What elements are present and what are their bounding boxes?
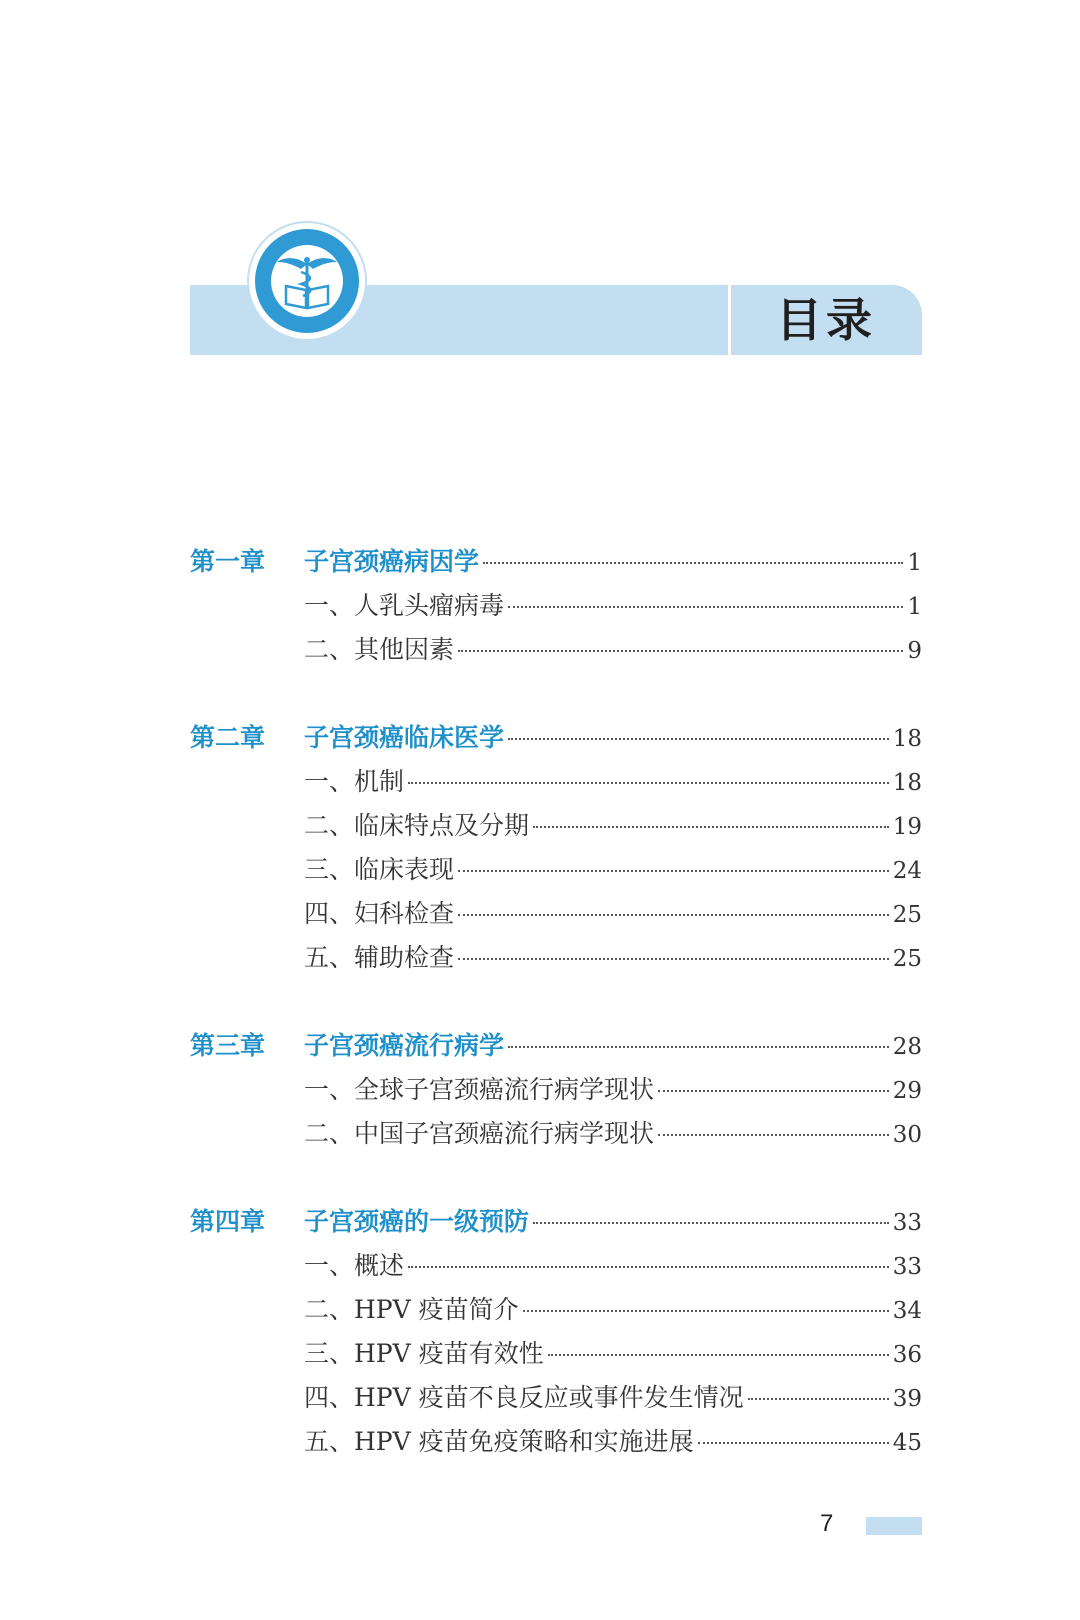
section-title: 四、HPV 疫苗不良反应或事件发生情况 (304, 1383, 744, 1412)
page-ref: 36 (892, 1342, 922, 1368)
emblem-logo (246, 220, 368, 342)
page-number: 7 (820, 1510, 834, 1537)
section-entry[interactable] (190, 936, 922, 980)
section-entry[interactable] (190, 1112, 922, 1156)
page-ref: 25 (892, 946, 922, 972)
section-title: 一、人乳头瘤病毒 (304, 591, 505, 620)
page-ref: 1 (907, 550, 922, 576)
dot-leader (658, 1090, 889, 1092)
dot-leader (508, 606, 903, 608)
chapter-title: 子宫颈癌病因学 (304, 547, 480, 576)
dot-leader (508, 1046, 889, 1048)
dot-leader (748, 1398, 889, 1400)
section-title: 三、HPV 疫苗有效性 (304, 1339, 544, 1368)
chapter-number: 第三章 (190, 1031, 266, 1060)
dot-leader (658, 1134, 889, 1136)
section-title: 二、HPV 疫苗简介 (304, 1295, 519, 1324)
section-title: 一、机制 (304, 767, 405, 796)
page-ref: 33 (892, 1254, 922, 1280)
section-title: 三、临床表现 (304, 855, 455, 884)
chapter-entry[interactable] (190, 540, 922, 584)
page-ref: 1 (907, 594, 922, 620)
dot-leader (508, 738, 889, 740)
chapter-block-3 (190, 1024, 922, 1156)
chapter-block-1 (190, 540, 922, 672)
section-entry[interactable] (190, 584, 922, 628)
page-ref: 39 (892, 1386, 922, 1412)
page-ref: 33 (892, 1210, 922, 1236)
dot-leader (458, 914, 889, 916)
section-entry[interactable] (190, 1376, 922, 1420)
section-title: 二、其他因素 (304, 635, 455, 664)
section-title: 一、概述 (304, 1251, 405, 1280)
page-title: 目录 (776, 293, 876, 347)
footer-accent-bar (866, 1517, 922, 1535)
section-entry[interactable] (190, 892, 922, 936)
chapter-title: 子宫颈癌流行病学 (304, 1031, 505, 1060)
section-entry[interactable] (190, 1332, 922, 1376)
chapter-entry[interactable] (190, 1024, 922, 1068)
page-ref: 30 (892, 1122, 922, 1148)
page-ref: 28 (892, 1034, 922, 1060)
chapter-number: 第四章 (190, 1207, 266, 1236)
chapter-block-2 (190, 716, 922, 980)
page-ref: 9 (907, 638, 922, 664)
section-entry[interactable] (190, 1288, 922, 1332)
chapter-entry[interactable] (190, 1200, 922, 1244)
chapter-number: 第一章 (190, 547, 266, 576)
chapter-number: 第二章 (190, 723, 266, 752)
page-ref: 25 (892, 902, 922, 928)
table-of-contents (190, 540, 922, 1508)
chapter-title: 子宫颈癌的一级预防 (304, 1207, 530, 1236)
section-title: 一、全球子宫颈癌流行病学现状 (304, 1075, 655, 1104)
dot-leader (533, 1222, 889, 1224)
section-entry[interactable] (190, 1244, 922, 1288)
chapter-block-4 (190, 1200, 922, 1464)
section-entry[interactable] (190, 848, 922, 892)
chapter-entry[interactable] (190, 716, 922, 760)
section-title: 五、辅助检查 (304, 943, 455, 972)
page-ref: 24 (892, 858, 922, 884)
page-ref: 34 (892, 1298, 922, 1324)
section-title: 二、中国子宫颈癌流行病学现状 (304, 1119, 655, 1148)
header-divider (728, 285, 731, 355)
section-entry[interactable] (190, 1420, 922, 1464)
dot-leader (458, 870, 889, 872)
section-entry[interactable] (190, 804, 922, 848)
chapter-title: 子宫颈癌临床医学 (304, 723, 505, 752)
dot-leader (458, 650, 903, 652)
section-title: 二、临床特点及分期 (304, 811, 530, 840)
dot-leader (698, 1442, 889, 1444)
dot-leader (548, 1354, 889, 1356)
page-ref: 18 (892, 726, 922, 752)
section-title: 四、妇科检查 (304, 899, 455, 928)
section-entry[interactable] (190, 760, 922, 804)
page-ref: 29 (892, 1078, 922, 1104)
page-ref: 19 (892, 814, 922, 840)
page-ref: 18 (892, 770, 922, 796)
section-title: 五、HPV 疫苗免疫策略和实施进展 (304, 1427, 694, 1456)
section-entry[interactable] (190, 1068, 922, 1112)
dot-leader (408, 782, 889, 784)
dot-leader (533, 826, 889, 828)
dot-leader (483, 562, 903, 564)
section-entry[interactable] (190, 628, 922, 672)
page-ref: 45 (892, 1430, 922, 1456)
dot-leader (458, 958, 889, 960)
dot-leader (523, 1310, 889, 1312)
dot-leader (408, 1266, 889, 1268)
